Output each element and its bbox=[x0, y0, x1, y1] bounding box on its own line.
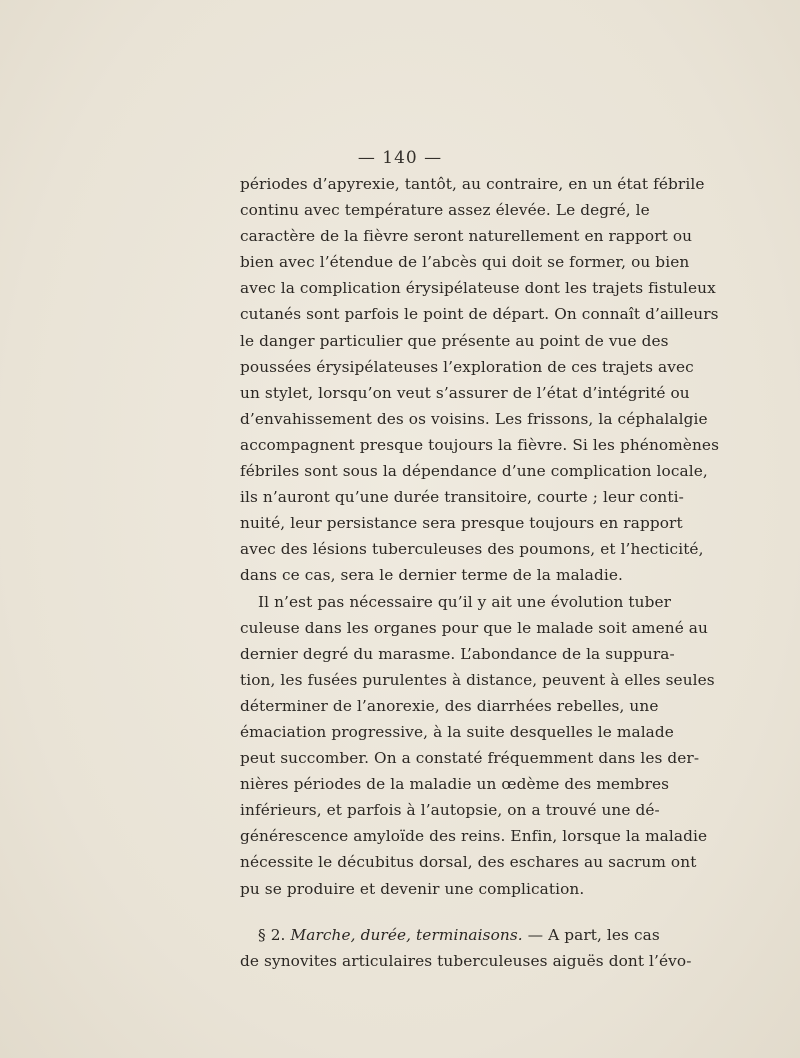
text-line: de synovites articulaires tuberculeuses aiguës dont l’évo- bbox=[240, 951, 692, 970]
text-line: un stylet, lorsqu’on veut s’assurer de l’état d’intégrité ou bbox=[240, 383, 690, 402]
paragraph-1 bbox=[240, 171, 720, 589]
text-line: nuité, leur persistance sera presque toujours en rapport bbox=[240, 514, 683, 533]
text-line: accompagnent presque toujours la fièvre. Si les phénomènes bbox=[240, 435, 720, 454]
text-line: dans ce cas, sera le dernier terme de la maladie. bbox=[240, 566, 624, 585]
section-heading-rest: — A part, les cas bbox=[527, 925, 660, 944]
section-heading bbox=[240, 922, 660, 948]
section-mark: § 2. bbox=[258, 925, 286, 944]
text-line: continu avec température assez élevée. Le degré, le bbox=[240, 201, 650, 220]
text-line: cutanés sont parfois le point de départ. On connaît d’ailleurs bbox=[240, 305, 719, 324]
text-line: avec des lésions tuberculeuses des poumons, et l’hecticité, bbox=[240, 540, 704, 559]
section-2 bbox=[240, 922, 692, 974]
text-line: nières périodes de la maladie un œdème des membres bbox=[240, 775, 670, 794]
text-line: poussées érysipélateuses l’exploration de ces trajets avec bbox=[240, 357, 694, 376]
text-line: d’envahissement des os voisins. Les frissons, la céphalalgie bbox=[240, 409, 708, 428]
text-line: le danger particulier que présente au point de vue des bbox=[240, 331, 669, 350]
text-line: fébriles sont sous la dépendance d’une complication locale, bbox=[240, 462, 708, 481]
text-line: caractère de la fièvre seront naturellement en rapport ou bbox=[240, 227, 693, 246]
text-line: Il n’est pas nécessaire qu’il y ait une évolution tuber bbox=[258, 592, 672, 611]
text-line: avec la complication érysipélateuse dont les trajets fistuleux bbox=[240, 279, 716, 298]
text-line: périodes d’apyrexie, tantôt, au contraire, en un état fébrile bbox=[240, 175, 705, 193]
text-line: dernier degré du marasme. L’abondance de la suppura- bbox=[240, 644, 675, 663]
text-line: bien avec l’étendue de l’abcès qui doit se former, ou bien bbox=[240, 253, 690, 272]
text-line: peut succomber. On a constaté fréquemment dans les der- bbox=[240, 749, 700, 768]
body-text bbox=[240, 171, 720, 974]
page-number: — 140 — bbox=[357, 148, 443, 168]
text-line: tion, les fusées purulentes à distance, peuvent à elles seules bbox=[240, 670, 715, 689]
section-gap bbox=[240, 902, 645, 922]
text-line: inférieurs, et parfois à l’autopsie, on a trouvé une dé- bbox=[240, 801, 660, 820]
text-line: émaciation progressive, à la suite desquelles le malade bbox=[240, 722, 674, 741]
paragraph-2 bbox=[240, 589, 715, 902]
text-line: nécessite le décubitus dorsal, des eschares au sacrum ont bbox=[240, 853, 697, 872]
text-line: déterminer de l’anorexie, des diarrhées rebelles, une bbox=[240, 696, 659, 715]
text-line: pu se produire et devenir une complication. bbox=[240, 879, 585, 898]
text-line: ils n’auront qu’une durée transitoire, courte ; leur conti- bbox=[240, 488, 684, 507]
text-line: générescence amyloïde des reins. Enfin, lorsque la maladie bbox=[240, 827, 708, 846]
section-title: Marche, durée, terminaisons. bbox=[290, 925, 523, 944]
text-line: culeuse dans les organes pour que le malade soit amené au bbox=[240, 618, 708, 637]
